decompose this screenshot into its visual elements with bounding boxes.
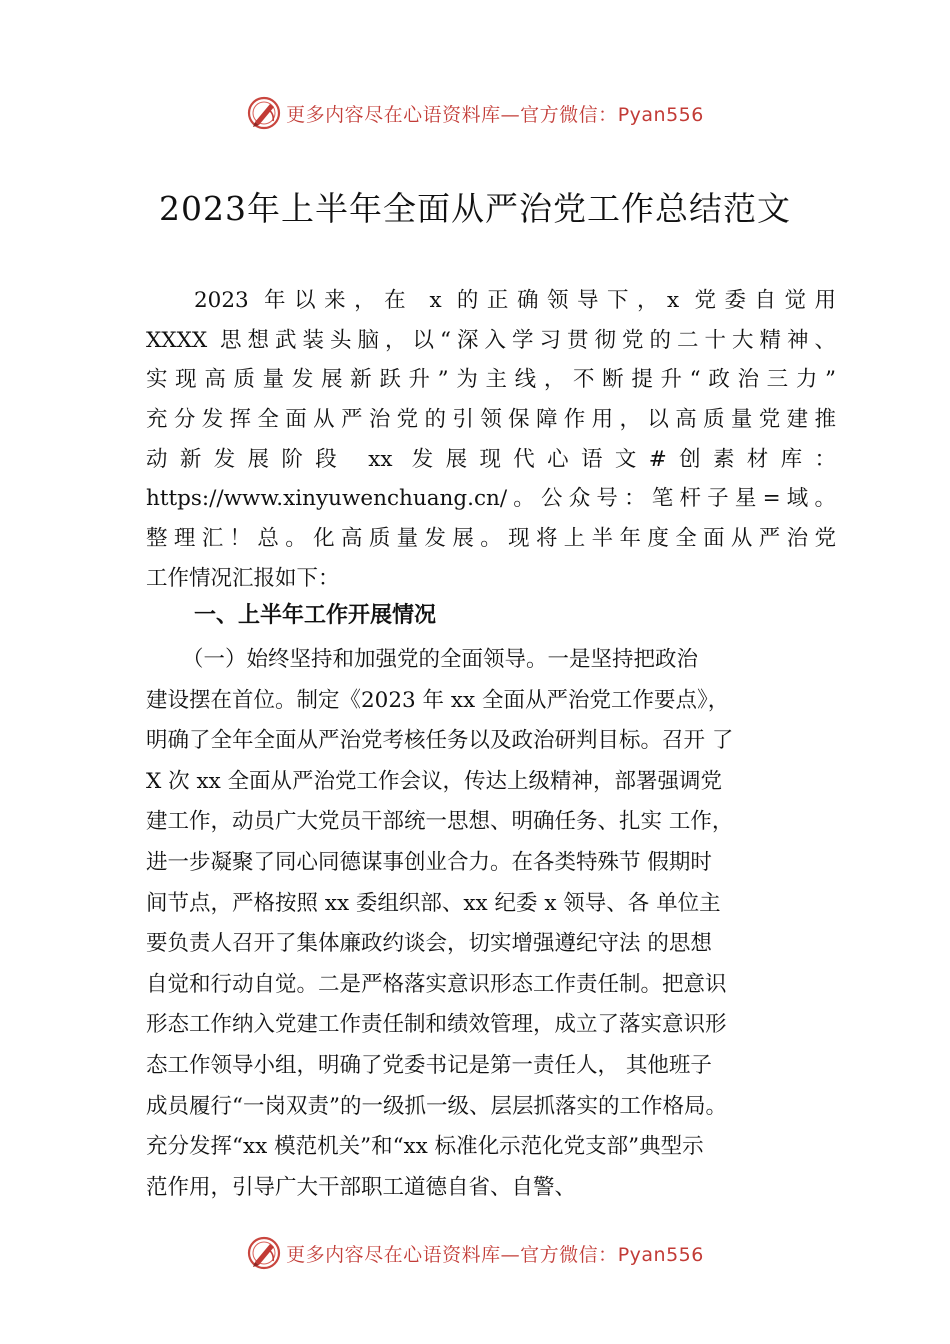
section-line: 建工作，动员广大党员干部统一思想、明确任务、扎实 工作， (146, 809, 734, 835)
section-line: 范作用，引导广大干部职工道德自省、自警、 (146, 1174, 577, 1200)
section-line: 明确了全年全面从严治党考核任务以及政治研判目标。召开 了 (146, 728, 734, 754)
section-line: 要负责人召开了集体廉政约谈会，切实增强遵纪守法 的思想 (146, 931, 712, 957)
banner-main-text: 更多内容尽在心语资料库 (286, 1243, 501, 1266)
intro-line: https://www.xinyuwenchuang.cn/。公众号：笔杆子星=域。 (146, 486, 836, 512)
intro-paragraph (146, 281, 836, 599)
section-line: 自觉和行动自觉。二是严格落实意识形态工作责任制。把意识 (146, 971, 727, 997)
section-line: 形态工作纳入党建工作责任制和绩效管理，成立了落实意识形 (146, 1012, 727, 1038)
section-line: （一）始终坚持和加强党的全面领导。一是坚持把政治 (182, 647, 699, 672)
intro-line: 工作情况汇报如下： (146, 565, 340, 591)
intro-line: 动新发展阶段 xx 发展现代心语文#创素材库： (146, 446, 836, 472)
banner-main-text: 更多内容尽在心语资料库 (286, 103, 501, 126)
section-heading: 一、上半年工作开展情况 (194, 603, 437, 628)
footer-banner (0, 1233, 950, 1273)
pen-logo-icon (246, 95, 282, 131)
intro-line: 充分发挥全面从严治党的引领保障作用，以高质量党建推 (146, 407, 836, 433)
intro-line: 实现高质量发展新跃升”为主线，不断提升“政治三力” (146, 367, 836, 393)
banner-label: 官方微信： (520, 103, 618, 126)
section-line: 间节点，严格按照 xx 委组织部、xx 纪委 x 领导、各 单位主 (146, 890, 721, 916)
section-line: 态工作领导小组，明确了党委书记是第一责任人， 其他班子 (146, 1052, 712, 1078)
intro-line: 2023 年以来，在 x 的正确领导下，x 党委自觉用 (194, 288, 836, 313)
pen-logo-icon (246, 1235, 282, 1271)
banner-text (286, 100, 704, 127)
banner-account: Pyan556 (617, 1243, 704, 1266)
section-line: 成员履行“一岗双责”的一级抓一级、层层抓落实的工作格局。 (146, 1093, 727, 1119)
section-paragraph (146, 640, 836, 1208)
intro-line: 整理汇！总。化高质量发展。现将上半年度全面从严治党 (146, 526, 836, 552)
banner-account: Pyan556 (617, 103, 704, 126)
banner-label: 官方微信： (520, 1243, 618, 1266)
banner-text (286, 1240, 704, 1267)
section-line: 充分发挥“xx 模范机关”和“xx 标准化示范化党支部”典型示 (146, 1134, 704, 1160)
banner-separator: — (500, 1243, 521, 1266)
section-line: X 次 xx 全面从严治党工作会议，传达上级精神，部署强调党 (146, 768, 723, 794)
intro-line: XXXX 思想武装头脑，以“深入学习贯彻党的二十大精神、 (146, 327, 836, 353)
section-line: 进一步凝聚了同心同德谋事创业合力。在各类特殊节 假期时 (146, 849, 712, 875)
header-banner (0, 93, 950, 133)
banner-separator: — (500, 103, 521, 126)
document-title: 2023年上半年全面从严治党工作总结范文 (159, 189, 791, 228)
section-line: 建设摆在首位。制定《2023 年 xx 全面从严治党工作要点》， (146, 687, 730, 713)
